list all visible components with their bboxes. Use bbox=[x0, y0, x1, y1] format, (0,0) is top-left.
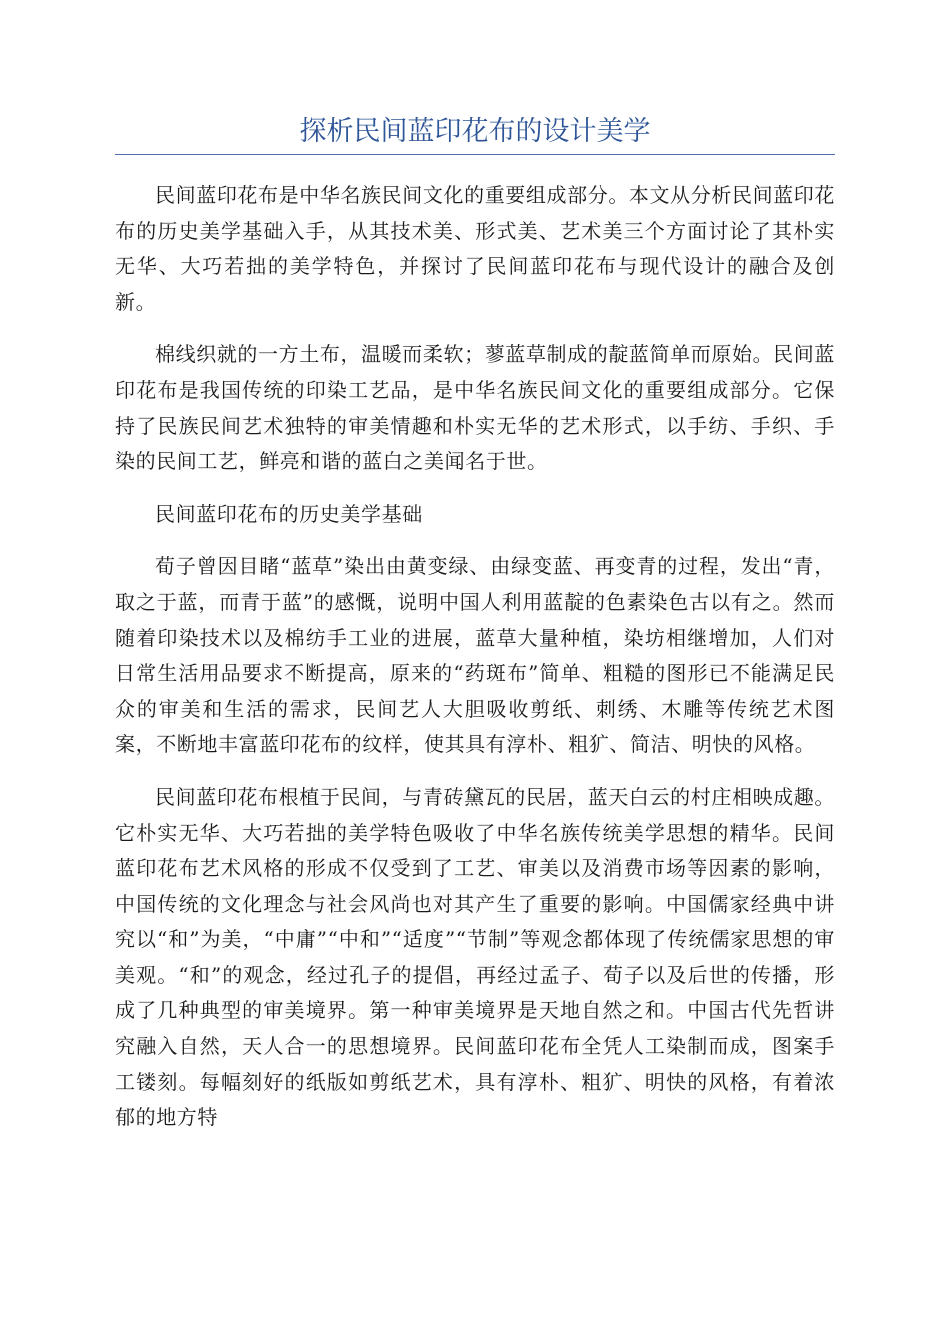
paragraph-intro: 棉线织就的一方土布，温暖而柔软；蓼蓝草制成的靛蓝简单而原始。民间蓝印花布是我国传统的印染工艺品，是中华名族民间文化的重要组成部分。它保持了民族民间艺术独特的审美情趣和朴实无华的艺术形式，以手纺、手织、手染的民间工艺，鲜亮和谐的蓝白之美闻名于世。 bbox=[115, 342, 835, 474]
paragraph-history: 荀子曾因目睹“蓝草”染出由黄变绿、由绿变蓝、再变青的过程，发出“青，取之于蓝，而青于蓝”的感慨，说明中国人利用蓝靛的色素染色古以有之。然而随着印染技术以及棉纺手工业的进展，蓝草大量种植，染坊相继增加，人们对日常生活用品要求不断提高，原来的“药斑布”简单、粗糙的图形已不能满足民众的审美和生活的需求，民间艺人大胆吸收剪纸、刺绣、木雕等传统艺术图案，不断地丰富蓝印花布的纹样，使其具有淳朴、粗犷、简洁、明快的风格。 bbox=[115, 554, 835, 757]
title-underline bbox=[115, 154, 835, 155]
section-heading: 民间蓝印花布的历史美学基础 bbox=[155, 501, 423, 526]
paragraph-gap bbox=[115, 320, 835, 337]
paragraph-gap bbox=[115, 763, 835, 780]
paragraph-gap bbox=[115, 480, 835, 497]
document-title: 探析民间蓝印花布的设计美学 bbox=[299, 116, 651, 147]
paragraph-gap bbox=[115, 532, 835, 549]
document-body bbox=[115, 178, 835, 1136]
paragraph-aesthetics: 民间蓝印花布根植于民间，与青砖黛瓦的民居，蓝天白云的村庄相映成趣。它朴实无华、大巧若拙的美学特色吸收了中华名族传统美学思想的精华。民间蓝印花布艺术风格的形成不仅受到了工艺、审美以及消费市场等因素的影响，中国传统的文化理念与社会风尚也对其产生了重要的影响。中国儒家经典中讲究以“和”为美，“中庸”“中和”“适度”“节制”等观念都体现了传统儒家思想的审美观。“和”的观念，经过孔子的提倡，再经过孟子、荀子以及后世的传播，形成了几种典型的审美境界。第一种审美境界是天地自然之和。中国古代先哲讲究融入自然，天人合一的思想境界。民间蓝印花布全凭人工染制而成，图案手工镂刻。每幅刻好的纸版如剪纸艺术，具有淳朴、粗犷、明快的风格，有着浓郁的地方特 bbox=[115, 784, 835, 1130]
paragraph-abstract: 民间蓝印花布是中华名族民间文化的重要组成部分。本文从分析民间蓝印花布的历史美学基础入手，从其技术美、形式美、艺术美三个方面讨论了其朴实无华、大巧若拙的美学特色，并探讨了民间蓝印花布与现代设计的融合及创新。 bbox=[115, 183, 835, 314]
